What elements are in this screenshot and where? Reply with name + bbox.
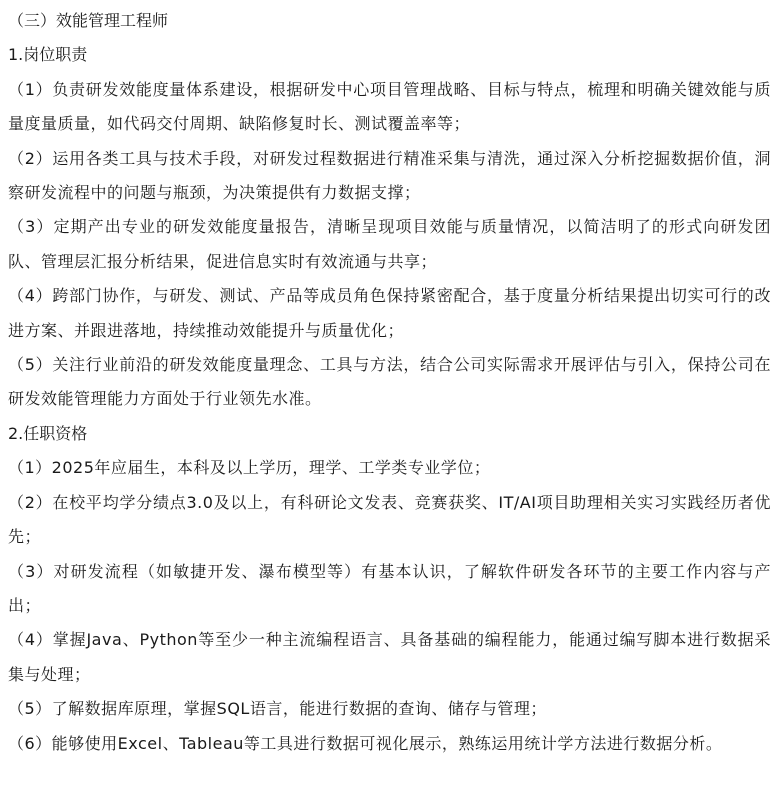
responsibility-item-4: （4）跨部门协作，与研发、测试、产品等成员角色保持紧密配合，基于度量分析结果提出切实可行的改进方案、并跟进落地，持续推动效能提升与质量优化； — [8, 286, 771, 340]
section-title: （三）效能管理工程师 — [8, 11, 169, 30]
qualification-item-4: （4）掌握Java、Python等至少一种主流编程语言、具备基础的编程能力，能通过编写脚本进行数据采集与处理； — [8, 630, 771, 684]
qualification-item-2: （2）在校平均学分绩点3.0及以上，有科研论文发表、竞赛获奖、IT/AI项目助理相关实习实践经历者优先； — [8, 492, 771, 547]
qualification-item-5: （5）了解数据库原理，掌握SQL语言，能进行数据的查询、储存与管理； — [8, 699, 547, 719]
qualification-item-1: （1）2025年应届生，本科及以上学历，理学、工学类专业学位； — [8, 458, 491, 478]
responsibility-item-1: （1）负责研发效能度量体系建设，根据研发中心项目管理战略、目标与特点，梳理和明确关键效能与质量度量质量，如代码交付周期、缺陷修复时长、测试覆盖率等； — [8, 79, 771, 134]
responsibility-item-5: （5）关注行业前沿的研发效能度量理念、工具与方法，结合公司实际需求开展评估与引入，保持公司在研发效能管理能力方面处于行业领先水准。 — [8, 355, 771, 409]
responsibility-item-3: （3）定期产出专业的研发效能度量报告，清晰呈现项目效能与质量情况，以简洁明了的形式向研发团队、管理层汇报分析结果，促进信息实时有效流通与共享； — [8, 217, 771, 271]
responsibility-item-2: （2）运用各类工具与技术手段，对研发过程数据进行精准采集与清洗，通过深入分析挖掘数据价值，洞察研发流程中的问题与瓶颈，为决策提供有力数据支撑； — [8, 148, 771, 203]
responsibilities-heading: 1.岗位职责 — [8, 45, 88, 65]
qualification-item-3: （3）对研发流程（如敏捷开发、瀑布模型等）有基本认识，了解软件研发各环节的主要工作内容与产出； — [8, 561, 771, 615]
qualifications-heading: 2.任职资格 — [8, 423, 88, 443]
qualification-item-6: （6）能够使用Excel、Tableau等工具进行数据可视化展示，熟练运用统计学方法进行数据分析。 — [8, 733, 723, 753]
